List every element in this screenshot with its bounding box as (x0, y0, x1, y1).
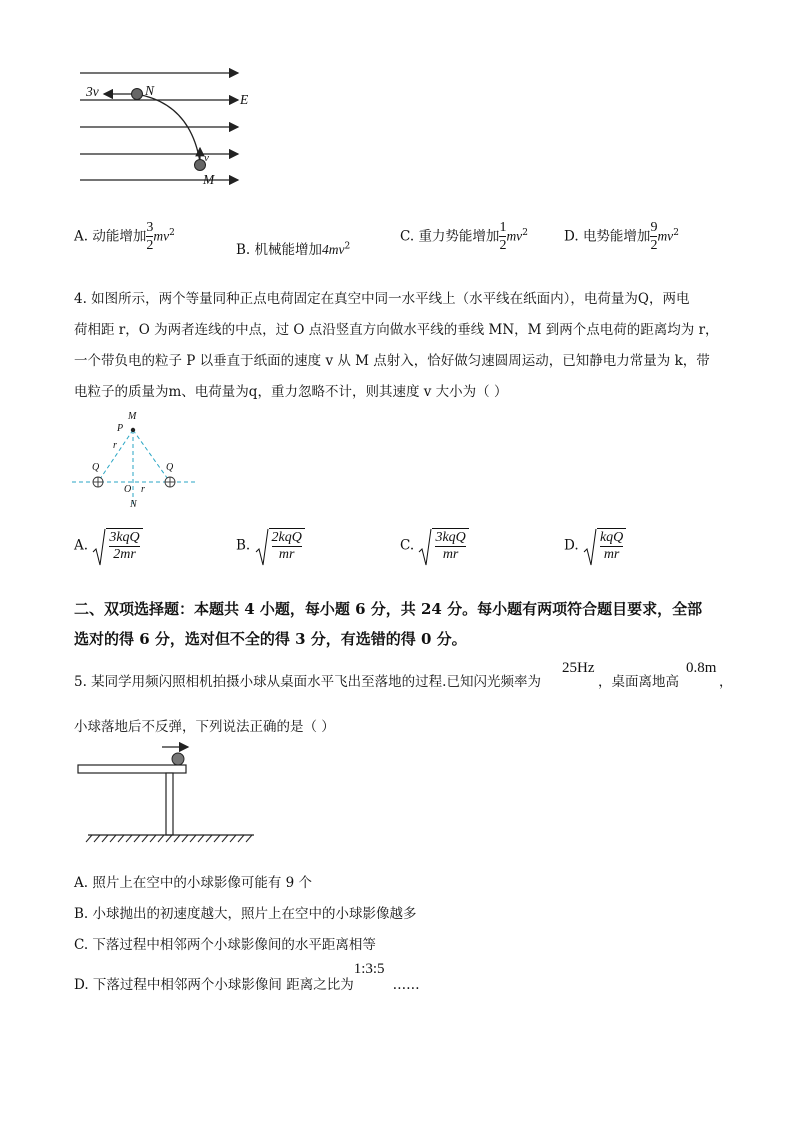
q5-text-3: ， (719, 674, 733, 690)
q3-option-b[interactable]: B. 机械能增加$4mv^2$ (236, 241, 351, 258)
q5-line-2: 小球落地后不反弹，下列说法正确的是（ ） (74, 719, 335, 735)
q5-option-d[interactable]: $_{D. 下落过程中相邻两个小球影像间 距离之比为}1:3:5_{\dots\dots}$ (74, 961, 420, 993)
q4-line-2: 荷相距 r，O 为两者连线的中点，过 O 点沿竖直方向做水平线的垂线 MN，M 到两个点电荷的距离均为 r， (74, 322, 719, 338)
fig2-label-n: N (130, 499, 137, 510)
field-diagram (70, 58, 260, 193)
label-m: M (203, 172, 215, 187)
fig2-label-r2: r (141, 484, 145, 495)
label-3v: 3v (86, 84, 99, 99)
q5-option-a[interactable]: A. 照片上在空中的小球影像可能有 9 个 (74, 875, 313, 891)
q3-option-d[interactable]: D. 电势能增加 $\frac{9}{2}$ $mv^2$ (564, 220, 679, 253)
q5-text-2: ，桌面离地高 (598, 674, 679, 690)
fig2-label-m: M (128, 411, 137, 422)
q4-option-d[interactable]: D. kqQ mr (564, 528, 626, 563)
label-v: v (204, 152, 209, 164)
q4-line-4: 电粒子的质量为m、电荷量为q，重力忽略不计，则其速度 v 大小为（ ） (74, 384, 508, 400)
q3-option-a[interactable]: A. 动能增加 $\frac{3}{2}$ $mv^2$ (74, 220, 175, 253)
q3-option-c[interactable]: C. 重力势能增加 $\frac{1}{2}$ $mv^2$ (400, 220, 528, 253)
q4-line-1: 4. 如图所示，两个等量同种正点电荷固定在真空中同一水平线上（水平线在纸面内），电荷量为Q，两电 (74, 291, 690, 307)
table-diagram (72, 740, 262, 846)
q5-text-1: 5. 某同学用频闪照相机拍摄小球从桌面水平飞出至落地的过程.已知闪光频率为 (74, 674, 541, 690)
fig2-label-o: O (124, 484, 132, 495)
q4-line-3: 一个带负电的粒子 P 以垂直于纸面的速度 v 从 M 点射入，恰好做匀速圆周运动，已知静电力常量为 k，带 (74, 353, 710, 369)
fig2-label-p: P (117, 423, 124, 434)
q4-option-b[interactable]: B. 2kqQ mr (236, 528, 305, 563)
section-2-heading-line-2: 选对的得 6 分，选对但不全的得 3 分，有选错的得 0 分。 (74, 630, 467, 648)
fig2-label-r1: r (113, 440, 117, 451)
q5-option-b[interactable]: B. 小球抛出的初速度越大，照片上在空中的小球影像越多 (74, 906, 417, 922)
q5-option-c[interactable]: C. 下落过程中相邻两个小球影像间的水平距离相等 (74, 937, 376, 953)
label-n: N (145, 83, 155, 98)
q4-option-c[interactable]: C. 3kqQ mr (400, 528, 469, 563)
label-e: E (240, 92, 249, 107)
q5-freq: 25Hz (562, 660, 595, 676)
q5-height: 0.8m (686, 660, 717, 676)
q4-option-a[interactable]: A. 3kqQ 2mr (74, 528, 143, 563)
fig2-label-q1: Q (92, 462, 100, 473)
section-2-heading-line-1: 二、双项选择题：本题共 4 小题，每小题 6 分，共 24 分。每小题有两项符合题目要求，全部 (74, 600, 703, 618)
fig2-label-q2: Q (166, 462, 174, 473)
